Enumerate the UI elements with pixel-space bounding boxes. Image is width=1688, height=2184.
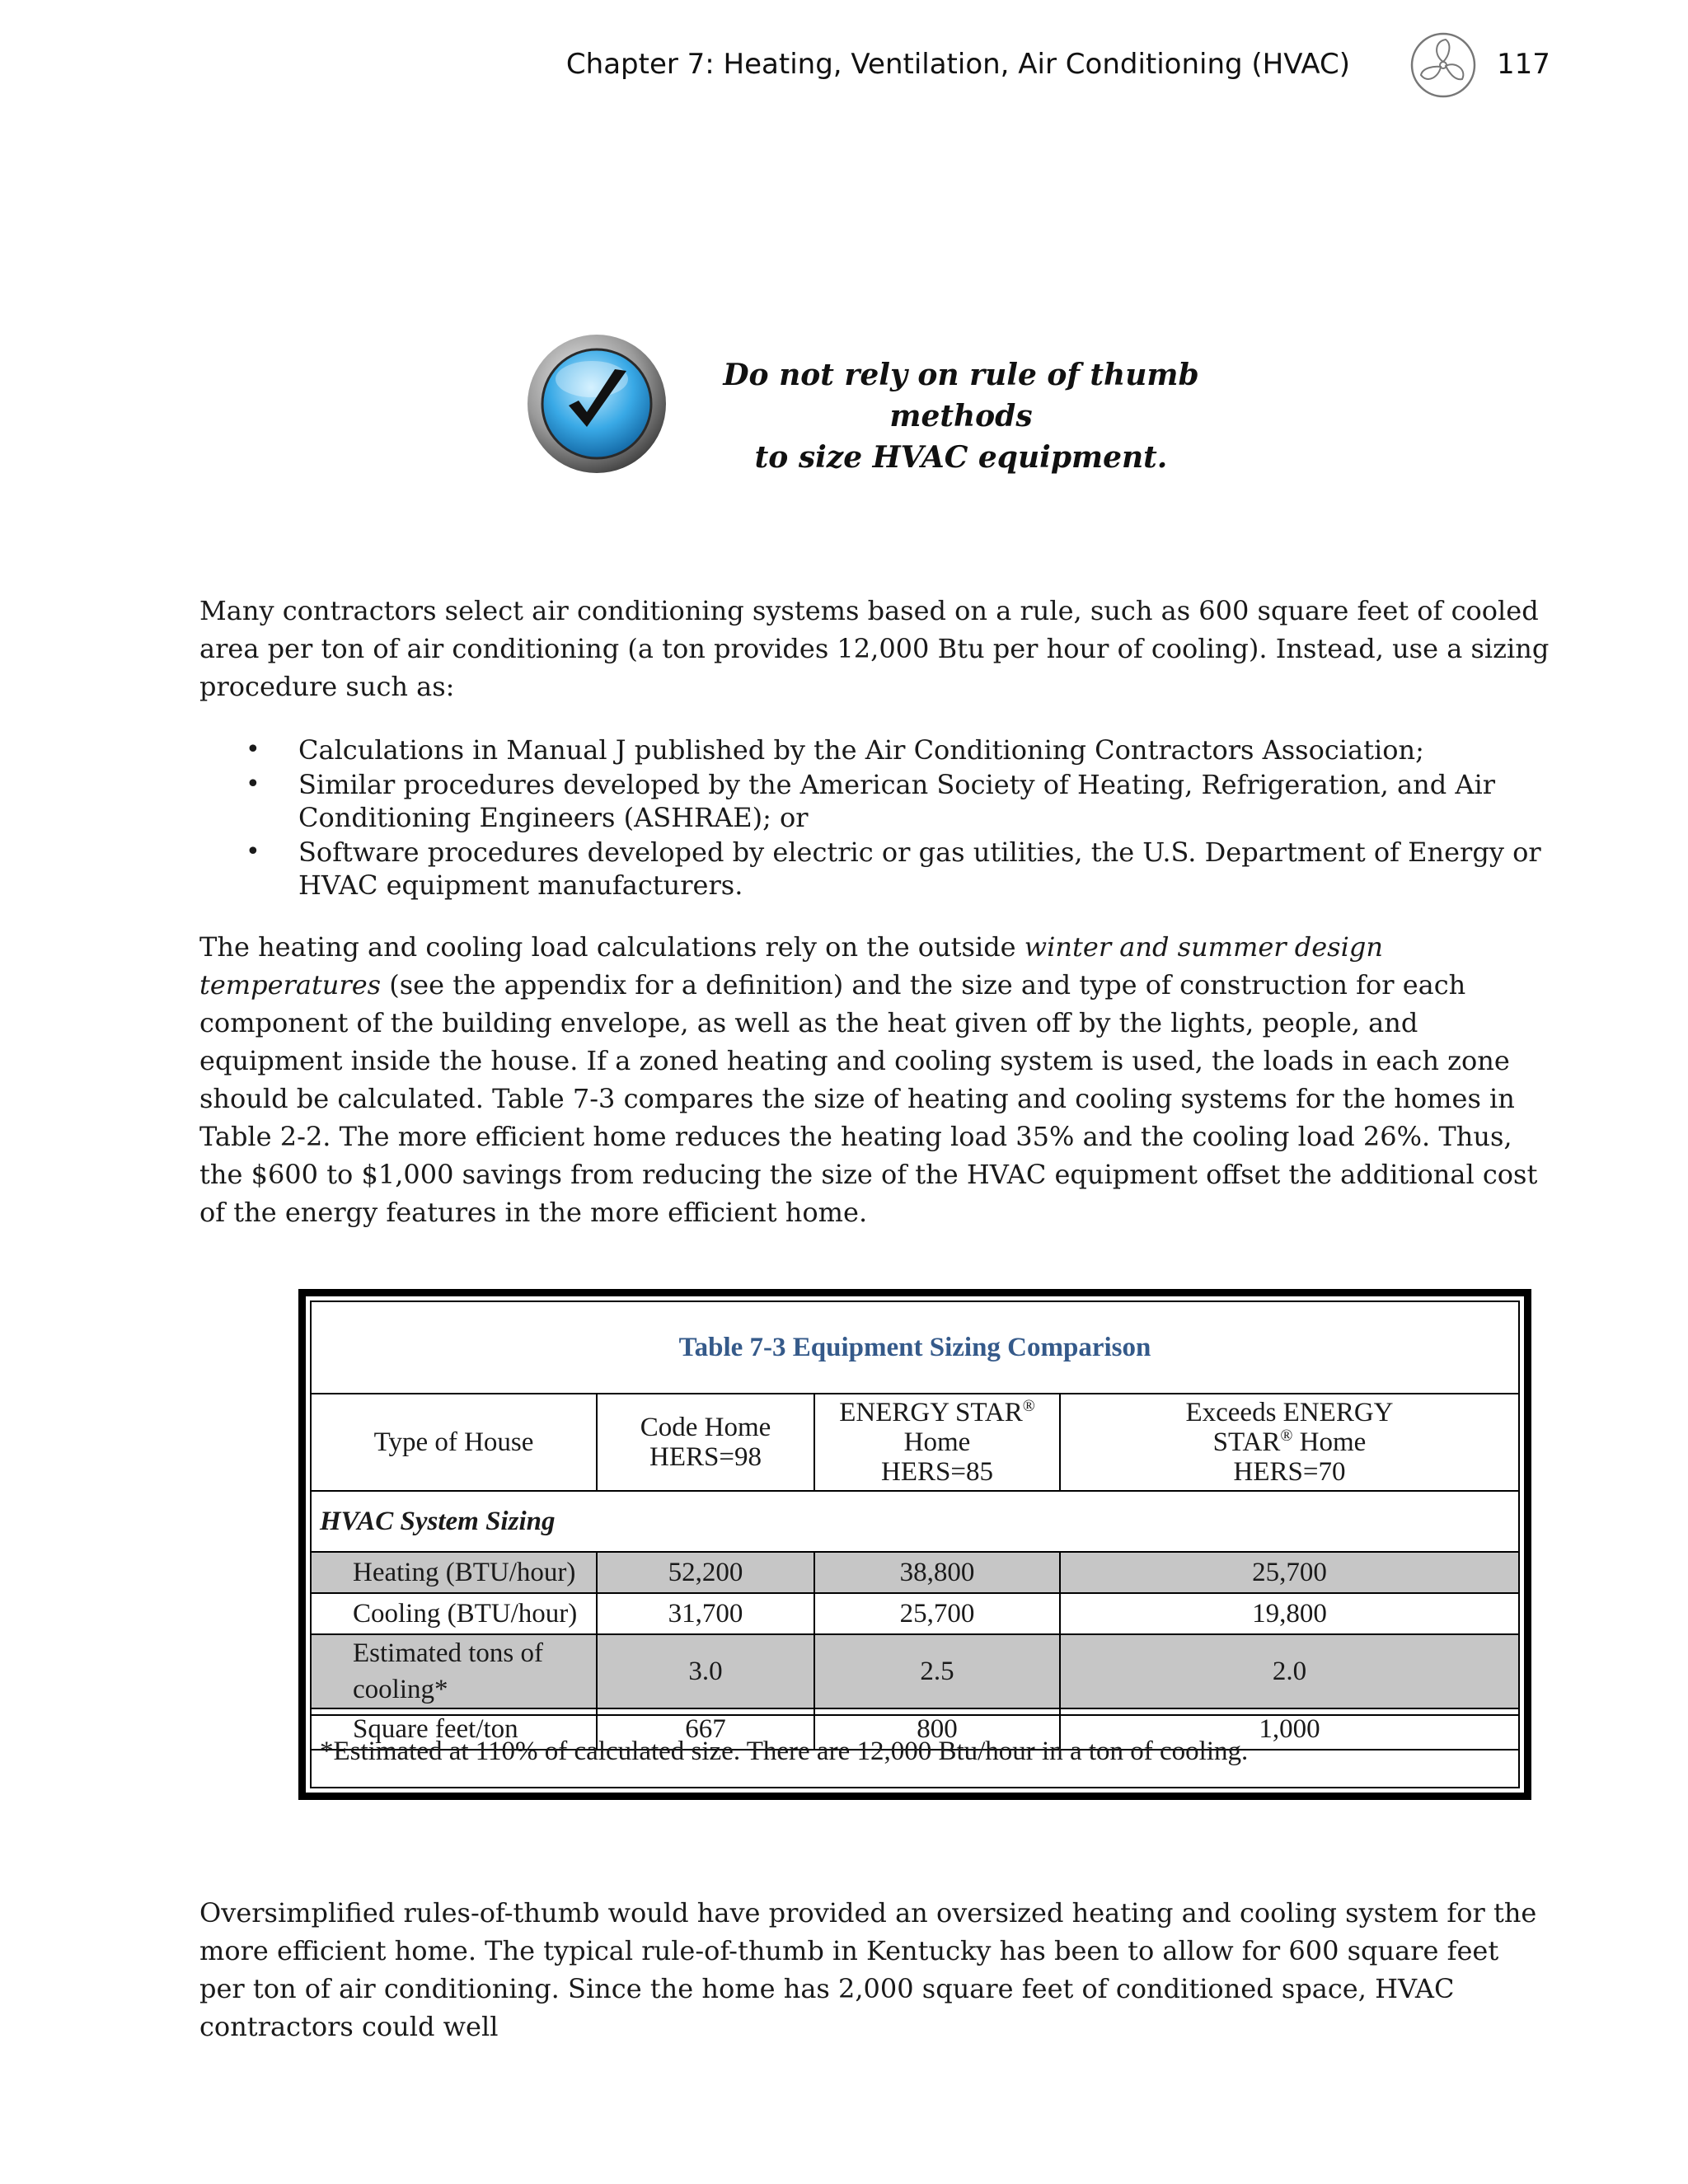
- table-section-row: [312, 1491, 1518, 1552]
- table-row: [312, 1593, 1518, 1634]
- tip-line-2: to size HVAC equipment.: [754, 440, 1168, 475]
- table-title: Table 7-3 Equipment Sizing Comparison: [312, 1302, 1518, 1394]
- header-text: STAR: [1212, 1427, 1281, 1457]
- registered-mark: ®: [1022, 1397, 1035, 1415]
- bullet-icon: •: [246, 770, 260, 799]
- paragraph-load-calculations: [199, 928, 1551, 1231]
- row-label: Estimated tons of cooling*: [312, 1634, 597, 1708]
- list-item-text: Similar procedures developed by the American Society of Heating, Refrigeration, and Air Conditioning Engineers (ASHRAE); or: [298, 769, 1495, 833]
- equipment-sizing-table: [298, 1289, 1531, 1800]
- cell-energy-star: 38,800: [814, 1552, 1060, 1593]
- page-header: [0, 43, 1688, 101]
- header-text: Home: [1292, 1427, 1367, 1457]
- table-footnote: *Estimated at 110% of calculated size. There are 12,000 Btu/hour in a ton of cooling.: [312, 1714, 1518, 1787]
- checkmark-icon: [524, 330, 669, 475]
- paragraph-intro: Many contractors select air conditioning systems based on a rule, such as 600 square feet of cooled area per ton of air conditioning (a ton provides 12,000 Btu per hour of cooling). Instead, use a sizing procedure such as:: [199, 595, 1550, 702]
- header-line: HERS=85: [881, 1457, 993, 1487]
- header-line: HERS=70: [1233, 1457, 1346, 1487]
- column-header-exceeds-energy-star: [1060, 1394, 1518, 1491]
- cell-energy-star: 25,700: [814, 1593, 1060, 1634]
- cell-code-home: 52,200: [597, 1552, 814, 1593]
- header-line: [815, 1398, 1059, 1457]
- cell-energy-star: 800: [814, 1708, 1060, 1750]
- sizing-grid: [312, 1393, 1518, 1750]
- registered-mark: ®: [1280, 1427, 1293, 1445]
- paragraph-rules-of-thumb: Oversimplified rules-of-thumb would have provided an oversized heating and cooling system for the more efficient home. The typical rule-of-thumb in Kentucky has been to allow for 600 square feet per ton of air conditioning. Since the home has 2,000 square feet of conditioned space, HVAC contractors could well: [199, 1897, 1537, 2042]
- paragraph-text: (see the appendix for a definition) and the size and type of construction for each component of the building envelope, as well as the heat given off by the lights, people, and equipment inside the house. If a zoned heating and cooling system is used, the loads in each zone should be calculated. Table 7-3 compares the size of heating and cooling systems for the homes in Table 2-2. The more efficient home reduces the heating load 35% and the cooling load 26%. Thus, the $600 to $1,000 savings from reducing the size of the HVAC equipment offset the additional cost of the energy features in the more efficient home.: [199, 969, 1538, 1228]
- header-line: HERS=98: [649, 1442, 762, 1472]
- tip-callout: [524, 330, 1348, 478]
- bullet-icon: •: [246, 735, 260, 764]
- list-item: [199, 768, 1551, 834]
- design-temperatures-term: winter and summer design temperatures: [199, 931, 1383, 1001]
- list-item-text: Calculations in Manual J published by the Air Conditioning Contractors Association;: [298, 734, 1424, 766]
- list-item: [199, 836, 1551, 902]
- cell-code-home: 667: [597, 1708, 814, 1750]
- fan-icon: [1409, 31, 1477, 99]
- table-inner-border: [310, 1301, 1520, 1788]
- cell-code-home: 31,700: [597, 1593, 814, 1634]
- row-label: Heating (BTU/hour): [312, 1552, 597, 1593]
- header-line: [1061, 1427, 1518, 1457]
- table-row: [312, 1552, 1518, 1593]
- sizing-procedures-list: [199, 733, 1551, 903]
- tip-line-1: Do not rely on rule of thumb methods: [723, 358, 1199, 434]
- cell-exceeds: 25,700: [1060, 1552, 1518, 1593]
- table-header-row: [312, 1394, 1518, 1491]
- header-line: Code Home: [640, 1413, 771, 1442]
- list-item: [199, 733, 1551, 766]
- column-header-energy-star-home: [814, 1394, 1060, 1491]
- cell-exceeds: 2.0: [1060, 1634, 1518, 1708]
- paragraph-text: The heating and cooling load calculations rely on the outside: [199, 931, 1025, 963]
- header-line: Exceeds ENERGY: [1185, 1398, 1394, 1427]
- row-label: Square feet/ton: [312, 1708, 597, 1750]
- table-row: [312, 1634, 1518, 1708]
- cell-code-home: 3.0: [597, 1634, 814, 1708]
- header-text: ENERGY STAR: [839, 1398, 1023, 1427]
- bullet-icon: •: [246, 837, 260, 866]
- section-label: HVAC System Sizing: [312, 1491, 1518, 1552]
- tip-text: [689, 354, 1233, 478]
- page-number: 117: [1497, 48, 1550, 81]
- header-text: Home: [903, 1427, 971, 1457]
- cell-exceeds: 1,000: [1060, 1708, 1518, 1750]
- cell-energy-star: 2.5: [814, 1634, 1060, 1708]
- column-header-type-of-house: Type of House: [312, 1394, 597, 1491]
- list-item-text: Software procedures developed by electric or gas utilities, the U.S. Department of Energy or HVAC equipment manufacturers.: [298, 837, 1541, 901]
- row-label: Cooling (BTU/hour): [312, 1593, 597, 1634]
- chapter-title: Chapter 7: Heating, Ventilation, Air Conditioning (HVAC): [565, 48, 1350, 81]
- cell-exceeds: 19,800: [1060, 1593, 1518, 1634]
- column-header-code-home: [597, 1394, 814, 1491]
